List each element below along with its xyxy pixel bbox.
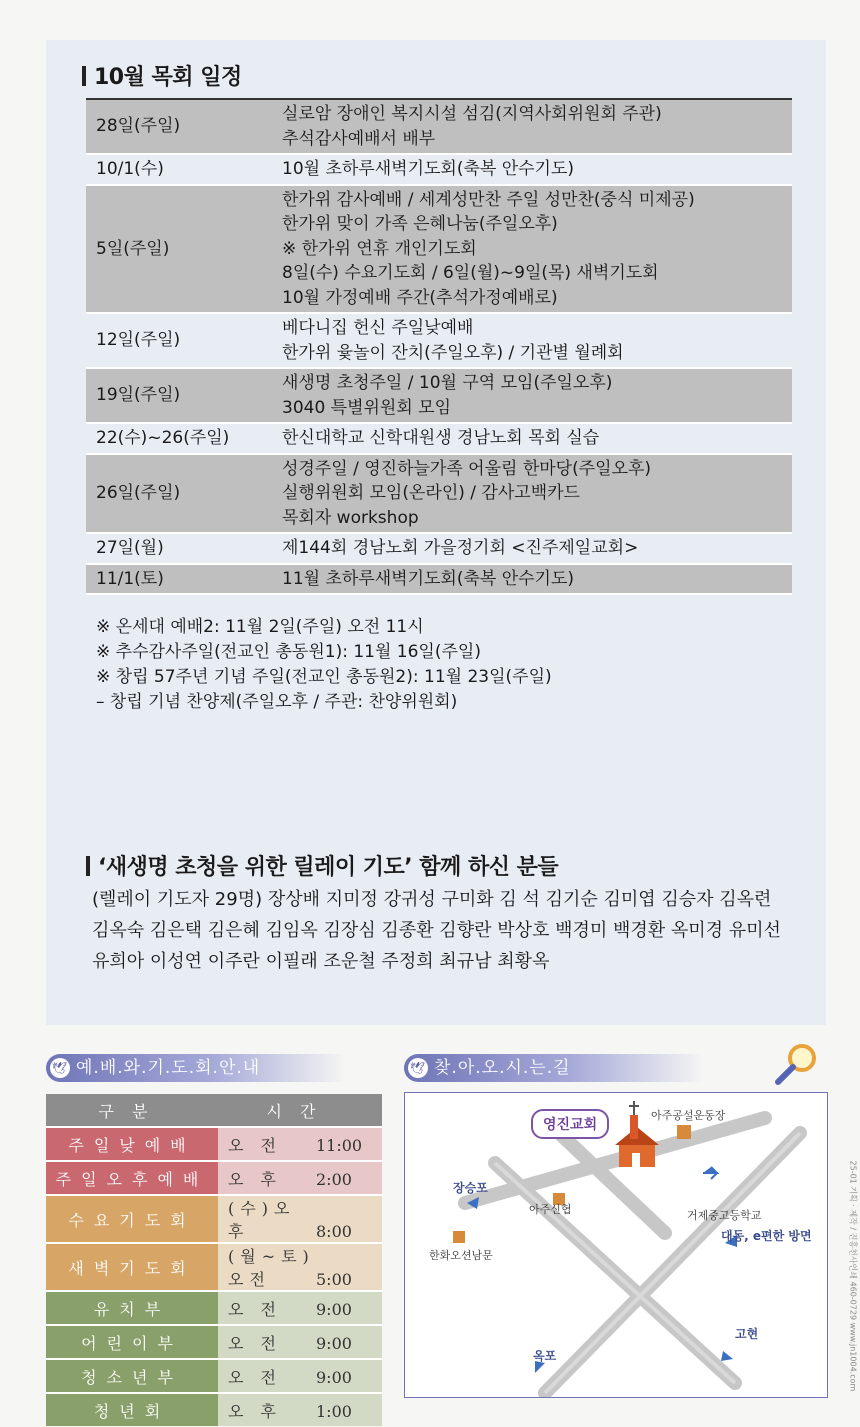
schedule-note: – 창립 기념 찬양제(주일오후 / 주관: 찬양위원회) (96, 692, 458, 712)
schedule-date: 19일(주일) (96, 385, 181, 406)
schedule-events (282, 564, 792, 595)
col-category: 구분 (46, 1094, 218, 1127)
worship-time (218, 1243, 382, 1291)
worship-clock: 9:00 (316, 1367, 352, 1387)
worship-time (218, 1359, 382, 1393)
worship-time (218, 1127, 382, 1161)
directions-header (404, 1054, 704, 1082)
worship-clock: 5:00 (316, 1270, 352, 1289)
schedule-events (282, 454, 792, 534)
schedule-row (86, 313, 792, 368)
schedule-row (86, 99, 792, 154)
schedule-row (86, 533, 792, 564)
jangseungpo-label: 장승포 (453, 1181, 488, 1195)
schedule-date: 10/1(수) (96, 159, 164, 179)
worship-row (46, 1393, 382, 1426)
worship-period: 오 전 (228, 1299, 282, 1319)
schedule-event-line: 추석감사예배서 배부 (282, 128, 436, 149)
schedule-notes (96, 615, 552, 715)
worship-time (218, 1325, 382, 1359)
schedule-event-line: ※ 한가위 연휴 개인기도회 (282, 238, 477, 259)
daedong-label: 대동, e편한 방면 (721, 1229, 812, 1243)
schedule-event-line: 한가위 감사예배 / 세계성만찬 주일 성만찬(중식 미제공) (282, 189, 695, 210)
worship-period: (수)오후 (228, 1199, 296, 1241)
worship-header (46, 1054, 346, 1082)
worship-name: 유치부 (46, 1291, 218, 1325)
church-label: 영진교회 (531, 1109, 609, 1139)
schedule-row (86, 368, 792, 423)
schedule-title (82, 60, 242, 91)
directions-header-text: 찾.아.오.시.는.길 (434, 1058, 571, 1078)
schedule-event-line: 성경주일 / 영진하늘가족 어울림 한마당(주일오후) (282, 458, 652, 479)
schedule-row (86, 423, 792, 454)
worship-time (218, 1195, 382, 1243)
map-roads (405, 1093, 827, 1397)
dove-icon: 🕊 (50, 1058, 70, 1078)
schedule-events (282, 313, 792, 368)
schedule-event-line: 8일(수) 수요기도회 / 6일(월)~9일(목) 새벽기도회 (282, 263, 659, 283)
schedule-event-line: 3040 특별위원회 모임 (282, 397, 452, 418)
side-credit-text: 25-01 기획 · 제작 / 진흥천사인쇄 460-0729 www.jn1004.com (848, 1160, 858, 1392)
schedule-note: ※ 추수감사주일(전교인 총동원1): 11월 16일(주일) (96, 642, 481, 662)
worship-time (218, 1291, 382, 1325)
schedule-events (282, 368, 792, 423)
worship-period: (월~토)오전 (228, 1247, 315, 1289)
worship-name: 새벽기도회 (46, 1243, 218, 1291)
worship-row (46, 1243, 382, 1291)
prayer-title-text: ‘새생명 초청을 위한 릴레이 기도’ 함께 하신 분들 (98, 855, 559, 880)
schedule-date: 26일(주일) (96, 483, 181, 503)
worship-time (218, 1161, 382, 1195)
side-credit (838, 1160, 858, 1392)
worship-row (46, 1161, 382, 1195)
schedule-table (86, 98, 792, 595)
schedule-events (282, 533, 792, 564)
prayer-title (86, 850, 558, 881)
worship-name: 주일낮예배 (46, 1127, 218, 1161)
worship-row (46, 1291, 382, 1325)
stadium-label: 아주공설운동장 (651, 1109, 726, 1122)
schedule-event-line: 실로암 장애인 복지시설 섬김(지역사회위원회 주관) (282, 104, 662, 124)
worship-period: 오 전 (228, 1367, 282, 1387)
worship-period: 오 전 (228, 1333, 282, 1353)
schedule-row (86, 185, 792, 314)
title-bar (82, 66, 86, 86)
schedule-events (282, 185, 792, 314)
schedule-date: 28일(주일) (96, 116, 181, 137)
worship-name: 수요기도회 (46, 1195, 218, 1243)
worship-clock: 1:00 (316, 1401, 352, 1421)
schedule-event-line: 실행위원회 모임(온라인) / 감사고백카드 (282, 483, 580, 503)
worship-clock: 2:00 (316, 1169, 352, 1189)
schedule-event-line: 목회자 workshop (282, 507, 419, 528)
worship-period: 오 전 (228, 1135, 282, 1155)
schedule-event-line: 11월 초하루새벽기도회(축복 안수기도) (282, 568, 575, 589)
worship-name: 어린이부 (46, 1325, 218, 1359)
worship-row (46, 1195, 382, 1243)
schedule-date: 12일(주일) (96, 330, 181, 351)
schedule-row (86, 154, 792, 185)
worship-name: 청년회 (46, 1393, 218, 1426)
dove-icon: 🕊 (408, 1058, 428, 1078)
schedule-date: 11/1(토) (96, 568, 164, 589)
worship-name: 청소년부 (46, 1359, 218, 1393)
worship-clock: 8:00 (316, 1222, 352, 1241)
worship-row (46, 1359, 382, 1393)
title-bar (86, 856, 90, 876)
schedule-date: 5일(주일) (96, 238, 170, 259)
schedule-events (282, 423, 792, 454)
schedule-event-line: 제144회 경남노회 가을정기회 <진주제일교회> (282, 538, 639, 558)
schedule-row (86, 454, 792, 534)
col-time: 시간 (218, 1094, 382, 1127)
schedule-note: ※ 온세대 예배2: 11월 2일(주일) 오전 11시 (96, 617, 424, 637)
schedule-row (86, 564, 792, 595)
schedule-date: 27일(월) (96, 538, 164, 558)
schedule-date: 22(수)~26(주일) (96, 428, 230, 448)
schedule-event-line: 새생명 초청주일 / 10월 구역 모임(주일오후) (282, 373, 613, 393)
gohyun-label: 고현 (735, 1327, 759, 1341)
hanwha-label: 한화오션남문 (429, 1249, 493, 1262)
worship-time (218, 1393, 382, 1426)
worship-header-text: 예.배.와.기.도.회.안.내 (76, 1058, 261, 1078)
schedule-event-line: 한가위 윷놀이 잔치(주일오후) / 기관별 월례회 (282, 342, 624, 363)
schedule-event-line: 10월 가정예배 주간(추석가정예배로) (282, 287, 558, 308)
worship-clock: 9:00 (316, 1333, 352, 1353)
ajushinhyup-label: 아주신협 (529, 1203, 572, 1216)
schedule-note: ※ 창립 57주년 기념 주일(전교인 총동원2): 11월 23일(주일) (96, 667, 552, 687)
prayer-participants: (렐레이 기도자 29명) 장상배 지미정 강귀성 구미화 김 석 김기순 김미엽 김승자 김옥련 김옥숙 김은택 김은혜 김임옥 김장심 김종환 김향란 박상호 백경미 백경환 옥미경 유미선 유희아 이성연 이주란 이필래 조운철 주정희 최규남 최황옥 (92, 889, 781, 972)
schedule-events (282, 154, 792, 185)
worship-clock: 11:00 (316, 1135, 363, 1155)
schedule-event-line: 한신대학교 신학대원생 경남노회 목회 실습 (282, 428, 600, 448)
schedule-events (282, 99, 792, 154)
worship-row (46, 1325, 382, 1359)
okpo-label: 옥포 (533, 1349, 557, 1363)
schedule-title-text: 10월 목회 일정 (94, 65, 242, 90)
worship-period: 오 후 (228, 1169, 282, 1189)
magnifier-icon (772, 1040, 824, 1088)
worship-clock: 9:00 (316, 1299, 352, 1319)
worship-name: 주일오후예배 (46, 1161, 218, 1195)
schedule-event-line: 한가위 맞이 가족 은혜나눔(주일오후) (282, 214, 558, 234)
worship-table (46, 1094, 382, 1426)
schedule-event-line: 베다니집 헌신 주일낮예배 (282, 318, 474, 338)
geoje-school-label: 거제중고등학교 (687, 1209, 762, 1222)
worship-period: 오 후 (228, 1401, 282, 1421)
directions-map[interactable] (404, 1092, 828, 1398)
worship-row (46, 1127, 382, 1161)
schedule-event-line: 10월 초하루새벽기도회(축복 안수기도) (282, 159, 575, 179)
